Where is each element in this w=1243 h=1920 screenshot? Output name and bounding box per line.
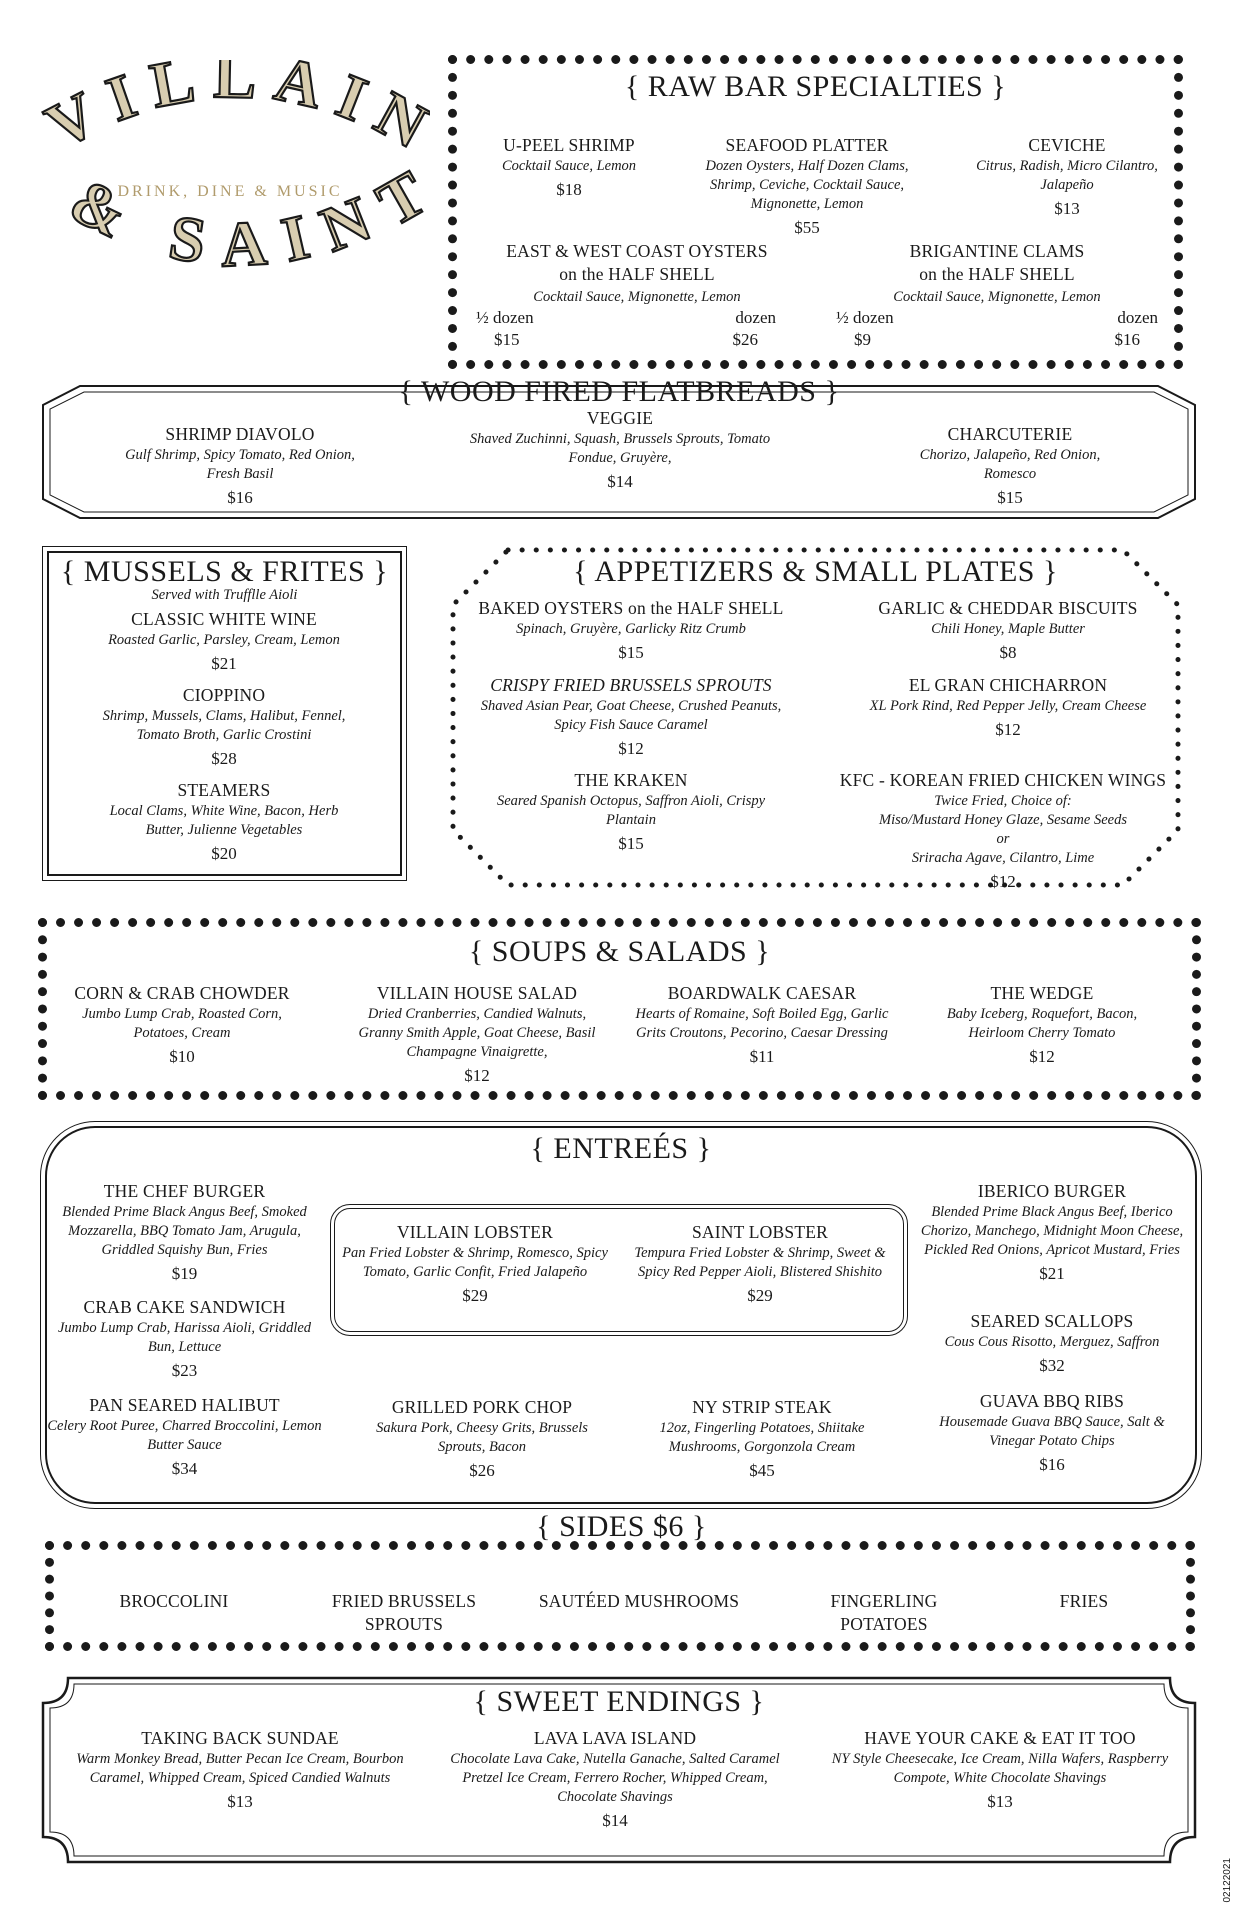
item-name: CRAB CAKE SANDWICH — [83, 1297, 286, 1317]
item-desc: Cocktail Sauce, Lemon — [501, 158, 637, 174]
item-name: NY STRIP STEAK — [692, 1397, 832, 1417]
item-desc: 12oz, Fingerling Potatoes, Shiitake Mushrooms, Gorgonzola Cream — [659, 1420, 865, 1455]
item-desc: Hearts of Romaine, Soft Boiled Egg, Garlic Grits Croutons, Pecorino, Caesar Dressing — [635, 1006, 889, 1041]
item-name: THE WEDGE — [990, 983, 1094, 1003]
sweets-title: { SWEET ENDINGS } — [473, 1685, 765, 1718]
item-price: $34 — [171, 1459, 198, 1478]
item-name: VEGGIE — [586, 408, 654, 428]
item-price: $21 — [1039, 1264, 1065, 1283]
item-desc: Shaved Zuchinni, Squash, Brussels Sprouts, Tomato Fondue, Gruyère, — [469, 431, 771, 466]
menu-item — [491, 769, 771, 856]
dozen-price: $16 — [1114, 330, 1140, 349]
item-price: $15 — [618, 834, 644, 853]
sweets-section — [40, 1675, 1198, 1865]
menu-item — [647, 1396, 877, 1483]
menu-item — [466, 674, 796, 761]
item-price: $12 — [464, 1066, 490, 1085]
item-name: EL GRAN CHICHARRON — [908, 675, 1108, 695]
menu-item — [868, 674, 1148, 742]
raw-bar-title: { RAW BAR SPECIALTIES } — [624, 70, 1007, 103]
item-price: $28 — [211, 749, 237, 768]
item-name: SEAFOOD PLATTER — [725, 135, 889, 155]
dozen-label: dozen — [1117, 308, 1158, 327]
size-row — [822, 307, 1172, 329]
menu-item — [917, 1180, 1187, 1286]
entrees-section — [45, 1126, 1197, 1504]
entrees-title: { ENTREÉS } — [530, 1132, 712, 1165]
menu-item — [47, 1180, 322, 1286]
item-price: $12 — [1029, 1047, 1055, 1066]
item-price: $12 — [618, 739, 644, 758]
item-desc: Chocolate Lava Cake, Nutella Ganache, Salted Caramel Pretzel Ice Cream, Ferrero Rocher, Whipped Cream, Chocolate Shavings — [450, 1751, 780, 1805]
item-name: GRILLED PORK CHOP — [391, 1397, 573, 1417]
mussels-subtitle: Served with Trufflle Aioli — [151, 587, 298, 603]
item-desc-line-3: or — [996, 831, 1010, 847]
item-price: $29 — [747, 1286, 773, 1305]
item-name: BAKED OYSTERS on the HALF SHELL — [478, 598, 784, 618]
item-price: $32 — [1039, 1356, 1065, 1375]
item-name: IBERICO BURGER — [977, 1181, 1127, 1201]
item-desc: Sakura Pork, Cheesy Grits, Brussels Sprouts, Bacon — [376, 1420, 588, 1455]
raw-bar-section — [448, 55, 1183, 369]
item-name: VILLAIN LOBSTER — [396, 1222, 554, 1242]
item-desc: Cocktail Sauce, Mignonette, Lemon — [893, 289, 1101, 305]
menu-item — [462, 240, 812, 351]
item-desc: Warm Monkey Bread, Butter Pecan Ice Cream, Bourbon Caramel, Whipped Cream, Spiced Candied Walnuts — [76, 1751, 404, 1786]
item-price: $12 — [995, 720, 1021, 739]
item-price: $26 — [469, 1461, 495, 1480]
side-item: FINGERLING POTATOES — [830, 1591, 938, 1634]
item-price: $14 — [602, 1811, 628, 1830]
menu-item — [830, 1727, 1170, 1814]
menu-item — [59, 608, 389, 676]
mussels-section — [47, 551, 402, 876]
menu-item — [57, 1296, 312, 1383]
flatbreads-section — [40, 375, 1198, 521]
dozen-price: $26 — [732, 330, 758, 349]
flatbreads-title: { WOOD FIRED FLATBREADS } — [398, 375, 840, 408]
item-desc: Chorizo, Jalapeño, Red Onion, Romesco — [919, 447, 1101, 482]
half-dozen-label: ½ dozen — [836, 308, 894, 327]
menu-item — [372, 1396, 592, 1483]
item-name: SHRIMP DIAVOLO — [165, 424, 315, 444]
item-name: CORN & CRAB CHOWDER — [74, 983, 290, 1003]
item-price: $8 — [999, 643, 1017, 662]
menu-item — [922, 1310, 1182, 1378]
item-name: SAINT LOBSTER — [692, 1222, 828, 1242]
price-row — [462, 329, 812, 351]
dozen-label: dozen — [735, 308, 776, 327]
menu-item — [469, 134, 669, 202]
item-desc-line-4: Sriracha Agave, Cilantro, Lime — [911, 850, 1095, 866]
soups-section — [38, 918, 1201, 1100]
menu-item — [932, 982, 1152, 1069]
mussels-title: { MUSSELS & FRITES } — [60, 555, 389, 588]
item-desc: Jumbo Lump Crab, Roasted Corn, Potatoes, Cream — [82, 1006, 282, 1041]
item-name: LAVA LAVA ISLAND — [533, 1728, 697, 1748]
lobster-box — [334, 1208, 904, 1332]
item-price: $45 — [749, 1461, 775, 1480]
item-price: $21 — [211, 654, 237, 673]
price-row — [822, 329, 1172, 351]
item-price: $18 — [556, 180, 582, 199]
menu-item — [900, 423, 1120, 510]
item-name-line-2: on the HALF SHELL — [559, 264, 715, 284]
item-price: $16 — [1039, 1455, 1065, 1474]
item-desc: Celery Root Puree, Charred Broccolini, Lemon Butter Sauce — [47, 1418, 322, 1453]
item-desc-line-2: Miso/Mustard Honey Glaze, Sesame Seeds — [879, 812, 1127, 828]
item-price: $12 — [990, 872, 1016, 891]
appetizers-title: { APPETIZERS & SMALL PLATES } — [573, 555, 1058, 588]
item-desc: Spinach, Gruyère, Garlicky Ritz Crumb — [516, 621, 746, 637]
item-name: TAKING BACK SUNDAE — [141, 1728, 339, 1748]
item-price: $13 — [1054, 199, 1080, 218]
item-price: $29 — [462, 1286, 488, 1305]
logo-tagline: DRINK, DINE & MUSIC — [117, 183, 343, 200]
menu-item — [828, 769, 1178, 894]
logo-art — [40, 60, 430, 280]
item-desc: NY Style Cheesecake, Ice Cream, Nilla Wafers, Raspberry Compote, White Chocolate Shavings — [831, 1751, 1169, 1786]
half-dozen-price: $15 — [494, 330, 520, 349]
item-desc: Chili Honey, Maple Butter — [931, 621, 1085, 637]
item-desc-line-1: Twice Fried, Choice of: — [934, 793, 1072, 809]
item-desc: Shrimp, Mussels, Clams, Halibut, Fennel, Tomato Broth, Garlic Crostini — [102, 708, 346, 743]
item-desc: Seared Spanish Octopus, Saffron Aioli, Crispy Plantain — [496, 793, 766, 828]
brand-logo — [40, 60, 430, 280]
item-desc: Shaved Asian Pear, Goat Cheese, Crushed Peanuts, Spicy Fish Sauce Caramel — [480, 698, 782, 733]
menu-item — [445, 1727, 785, 1833]
menu-item — [60, 1727, 420, 1814]
item-desc: Gulf Shrimp, Spicy Tomato, Red Onion, Fresh Basil — [125, 447, 355, 482]
menu-item — [84, 684, 364, 771]
menu-item — [47, 1394, 322, 1481]
item-name: THE KRAKEN — [574, 770, 688, 790]
item-name: VILLAIN HOUSE SALAD — [376, 983, 578, 1003]
appetizers-section — [448, 545, 1183, 890]
side-item: SAUTÉED MUSHROOMS — [538, 1591, 740, 1611]
item-desc: Jumbo Lump Crab, Harissa Aioli, Griddled Bun, Lettuce — [57, 1320, 312, 1355]
size-row — [462, 307, 812, 329]
menu-item — [917, 1390, 1187, 1477]
item-desc: Cous Cous Risotto, Merguez, Saffron — [944, 1334, 1160, 1350]
item-desc: Housemade Guava BBQ Sauce, Salt & Vinegar Potato Chips — [939, 1414, 1165, 1449]
item-desc: Blended Prime Black Angus Beef, Smoked Mozzarella, BBQ Tomato Jam, Arugula, Griddled Squishy Bun, Fries — [62, 1204, 307, 1258]
item-name: CRISPY FRIED BRUSSELS SPROUTS — [490, 675, 772, 695]
sides-title: { SIDES $6 } — [536, 1510, 707, 1543]
half-dozen-price: $9 — [854, 330, 871, 349]
menu-item — [115, 423, 365, 510]
item-name: CHARCUTERIE — [947, 424, 1073, 444]
side-item: FRIES — [1059, 1591, 1109, 1611]
item-desc: Pan Fried Lobster & Shrimp, Romesco, Spicy Tomato, Garlic Confit, Fried Jalapeño — [342, 1245, 608, 1280]
item-name-line-2: on the HALF SHELL — [919, 264, 1075, 284]
menu-item — [340, 1221, 610, 1308]
menu-item — [625, 1221, 895, 1308]
item-name: BRIGANTINE CLAMS — [909, 241, 1085, 261]
menu-item — [57, 982, 307, 1069]
item-name: PAN SEARED HALIBUT — [89, 1395, 280, 1415]
item-desc: Blended Prime Black Angus Beef, Iberico Chorizo, Manchego, Midnight Moon Cheese, Pickled Red Onions, Apricot Mustard, Fries — [920, 1204, 1184, 1258]
menu-item — [89, 779, 359, 866]
side-item: FRIED BRUSSELS SPROUTS — [331, 1591, 477, 1634]
item-name: CEVICHE — [1028, 135, 1106, 155]
item-name: SEARED SCALLOPS — [970, 1311, 1134, 1331]
item-name: CIOPPINO — [182, 685, 266, 705]
menu-item — [822, 240, 1172, 351]
item-desc: Dozen Oysters, Half Dozen Clams, Shrimp, Ceviche, Cocktail Sauce, Mignonette, Lemon — [705, 158, 909, 212]
item-name: THE CHEF BURGER — [103, 1181, 266, 1201]
item-price: $13 — [227, 1792, 253, 1811]
item-price: $15 — [618, 643, 644, 662]
menu-item — [460, 408, 780, 494]
menu-item — [352, 982, 602, 1088]
item-name: GUAVA BBQ RIBS — [979, 1391, 1125, 1411]
sides-section — [45, 1541, 1195, 1651]
menu-item — [632, 982, 892, 1069]
item-desc: Tempura Fried Lobster & Shrimp, Sweet & Spicy Red Pepper Aioli, Blistered Shishito — [634, 1245, 886, 1280]
menu-item — [687, 134, 927, 240]
item-price: $10 — [169, 1047, 195, 1066]
item-price: $19 — [171, 1264, 198, 1283]
item-price: $14 — [607, 472, 633, 491]
half-dozen-label: ½ dozen — [476, 308, 534, 327]
menu-item — [957, 134, 1177, 221]
item-price: $11 — [749, 1047, 775, 1066]
item-desc: XL Pork Rind, Red Pepper Jelly, Cream Cheese — [869, 698, 1147, 714]
item-name: U-PEEL SHRIMP — [503, 135, 635, 155]
item-price: $55 — [794, 218, 820, 237]
item-name: HAVE YOUR CAKE & EAT IT TOO — [864, 1728, 1136, 1748]
logo-line-2: & SAIN — [59, 164, 399, 280]
item-price: $15 — [997, 488, 1023, 507]
item-name: STEAMERS — [177, 780, 271, 800]
item-price: $23 — [171, 1361, 198, 1380]
item-name: EAST & WEST COAST OYSTERS — [506, 241, 768, 261]
item-desc: Citrus, Radish, Micro Cilantro, Jalapeño — [976, 158, 1158, 193]
item-name: KFC - KOREAN FRIED CHICKEN WINGS — [839, 770, 1167, 790]
item-price: $20 — [211, 844, 237, 863]
item-name: BOARDWALK CAESAR — [667, 983, 857, 1003]
item-desc: Baby Iceberg, Roquefort, Bacon, Heirloom Cherry Tomato — [946, 1006, 1138, 1041]
soups-title: { SOUPS & SALADS } — [468, 935, 771, 968]
item-price: $13 — [987, 1792, 1013, 1811]
menu-item — [848, 597, 1168, 665]
item-desc: Dried Cranberries, Candied Walnuts, Granny Smith Apple, Goat Cheese, Basil Champagne Vinaigrette, — [358, 1006, 596, 1060]
item-desc: Cocktail Sauce, Mignonette, Lemon — [533, 289, 741, 305]
item-name: GARLIC & CHEDDAR BISCUITS — [878, 598, 1138, 618]
item-desc: Local Clams, White Wine, Bacon, Herb Butter, Julienne Vegetables — [109, 803, 339, 838]
item-name: CLASSIC WHITE WINE — [131, 609, 317, 629]
item-price: $16 — [227, 488, 253, 507]
footer-code: 02122021 — [1222, 1857, 1233, 1902]
menu-item — [466, 597, 796, 665]
item-desc: Roasted Garlic, Parsley, Cream, Lemon — [108, 632, 340, 648]
side-item: BROCCOLINI — [119, 1591, 229, 1611]
logo-line-1: VILLAI — [40, 60, 392, 163]
